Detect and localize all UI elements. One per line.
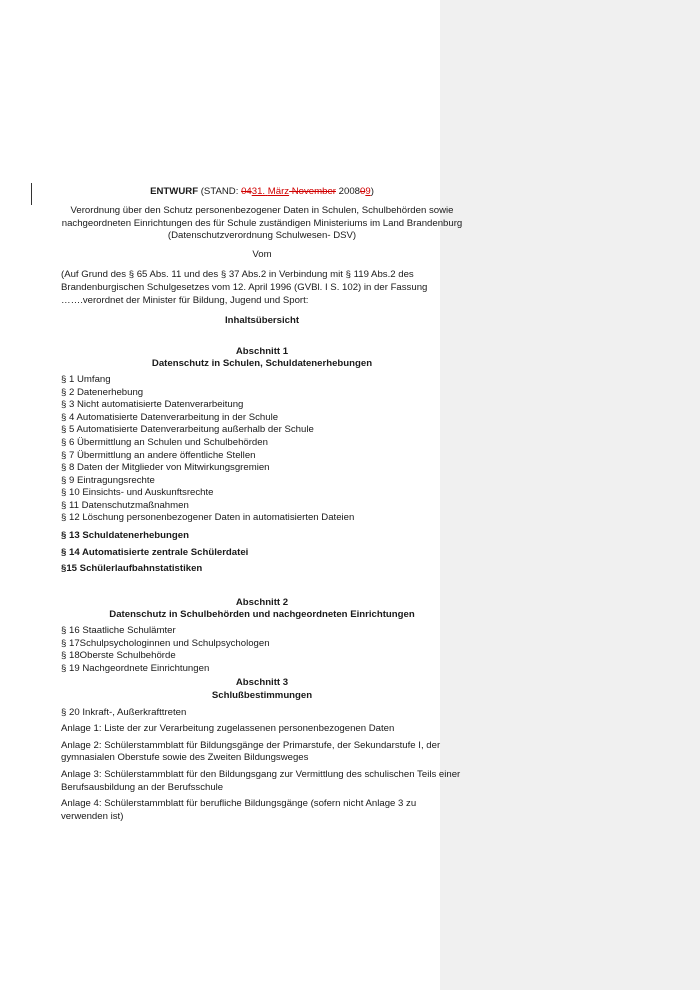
toc-item: § 1 Umfang bbox=[61, 373, 111, 385]
toc-item: § 18Oberste Schulbehörde bbox=[61, 650, 176, 662]
annex-item: Anlage 2: Schülerstammblatt für Bildungsgänge der Primarstufe, der Sekundarstufe I, der gymnasialen Oberstufe sowie des Zweiten Bildungsweges bbox=[61, 739, 441, 764]
toc-item: § 8 Daten der Mitglieder von Mitwirkungsgremien bbox=[61, 462, 270, 474]
toc-item: § 4 Automatisierte Datenverarbeitung in der Schule bbox=[61, 411, 279, 423]
toc-item: § 20 Inkraft-, Außerkrafttreten bbox=[61, 706, 187, 718]
section-2-list bbox=[61, 625, 463, 675]
toc-item-bold: §15 Schülerlaufbahnstatistiken bbox=[61, 563, 203, 575]
section-title: Abschnitt 3 bbox=[235, 677, 289, 689]
toc-item: § 10 Einsichts- und Auskunftsrechte bbox=[61, 487, 214, 499]
toc-item-bold: § 13 Schuldatenerhebungen bbox=[61, 530, 189, 542]
toc-item: § 17Schulpsychologinnen und Schulpsychologen bbox=[61, 637, 270, 649]
section-subtitle: Datenschutz in Schulen, Schuldatenerhebungen bbox=[151, 358, 373, 370]
section-3-list bbox=[61, 707, 463, 824]
year-base: 2008 bbox=[336, 186, 361, 197]
toc-item: § 7 Übermittlung an andere öffentliche Stellen bbox=[61, 449, 256, 461]
inserted-year-digit: 9 bbox=[365, 186, 371, 197]
comment-pane bbox=[440, 0, 700, 990]
annex-item: Anlage 4: Schülerstammblatt für berufliche Bildungsgänge (sofern nicht Anlage 3 zu verwenden ist) bbox=[61, 798, 417, 822]
title-line: Verordnung über den Schutz personenbezogener Daten in Schulen, Schulbehörden sowie bbox=[70, 205, 454, 216]
deleted-year-digit: 0 bbox=[360, 186, 366, 197]
toc-item: § 11 Datenschutzmaßnahmen bbox=[61, 499, 189, 511]
document-body bbox=[61, 186, 463, 823]
section-subtitle: Schlußbestimmungen bbox=[211, 690, 313, 701]
stand-prefix: (STAND: bbox=[200, 186, 242, 197]
toc-item: § 2 Datenerhebung bbox=[61, 386, 144, 398]
annex-item: Anlage 3: Schülerstammblatt für den Bildungsgang zur Vermittlung des schulischen Teils einer Berufsausbildung an der Berufsschule bbox=[61, 768, 461, 793]
section-title: Abschnitt 1 bbox=[235, 345, 289, 357]
toc-item: § 5 Automatisierte Datenverarbeitung außerhalb der Schule bbox=[61, 424, 314, 436]
preamble: (Auf Grund des § 65 Abs. 11 und des § 37 Abs.2 in Verbindung mit § 119 Abs.2 des Brandenburgischen Schulgesetzes vom 12. April 1996 (GVBl. I S. 102) in der Fassung …….verordnet der Minister für Bildung, Jugend und Sport: bbox=[61, 269, 428, 306]
toc-item: § 12 Löschung personenbezogener Daten in automatisierten Dateien bbox=[61, 512, 355, 524]
toc-heading: Inhaltsübersicht bbox=[224, 315, 300, 327]
deleted-month: November bbox=[289, 186, 336, 197]
draft-header bbox=[61, 186, 463, 202]
toc-item: § 9 Eintragungsrechte bbox=[61, 474, 155, 486]
toc-item: § 16 Staatliche Schulämter bbox=[61, 625, 176, 637]
regulation-title bbox=[61, 205, 463, 243]
title-line: (Datenschutzverordnung Schulwesen- DSV) bbox=[167, 230, 357, 242]
title-line: nachgeordneten Einrichtungen des für Schule zuständigen Ministeriums im Land Brandenburg bbox=[61, 217, 463, 229]
draft-label: ENTWURF bbox=[150, 186, 199, 197]
toc-item: § 19 Nachgeordnete Einrichtungen bbox=[61, 662, 210, 674]
inserted-month: März bbox=[267, 186, 290, 197]
stand-close: ) bbox=[370, 186, 374, 197]
section-1-list bbox=[61, 374, 463, 525]
section-subtitle: Datenschutz in Schulbehörden und nachgeordneten Einrichtungen bbox=[109, 609, 415, 621]
toc-item: § 3 Nicht automatisierte Datenverarbeitung bbox=[61, 399, 244, 411]
toc-item-bold: § 14 Automatisierte zentrale Schülerdatei bbox=[61, 546, 249, 558]
deleted-day: 04 bbox=[241, 186, 252, 197]
vom-line: Vom bbox=[252, 248, 272, 260]
revision-change-bar bbox=[31, 183, 32, 205]
section-title: Abschnitt 2 bbox=[235, 596, 289, 608]
toc-item: § 6 Übermittlung an Schulen und Schulbehörden bbox=[61, 436, 268, 448]
annex-item: Anlage 1: Liste der zur Verarbeitung zugelassenen personenbezogenen Daten bbox=[61, 723, 395, 735]
inserted-day: 31. bbox=[251, 186, 266, 197]
